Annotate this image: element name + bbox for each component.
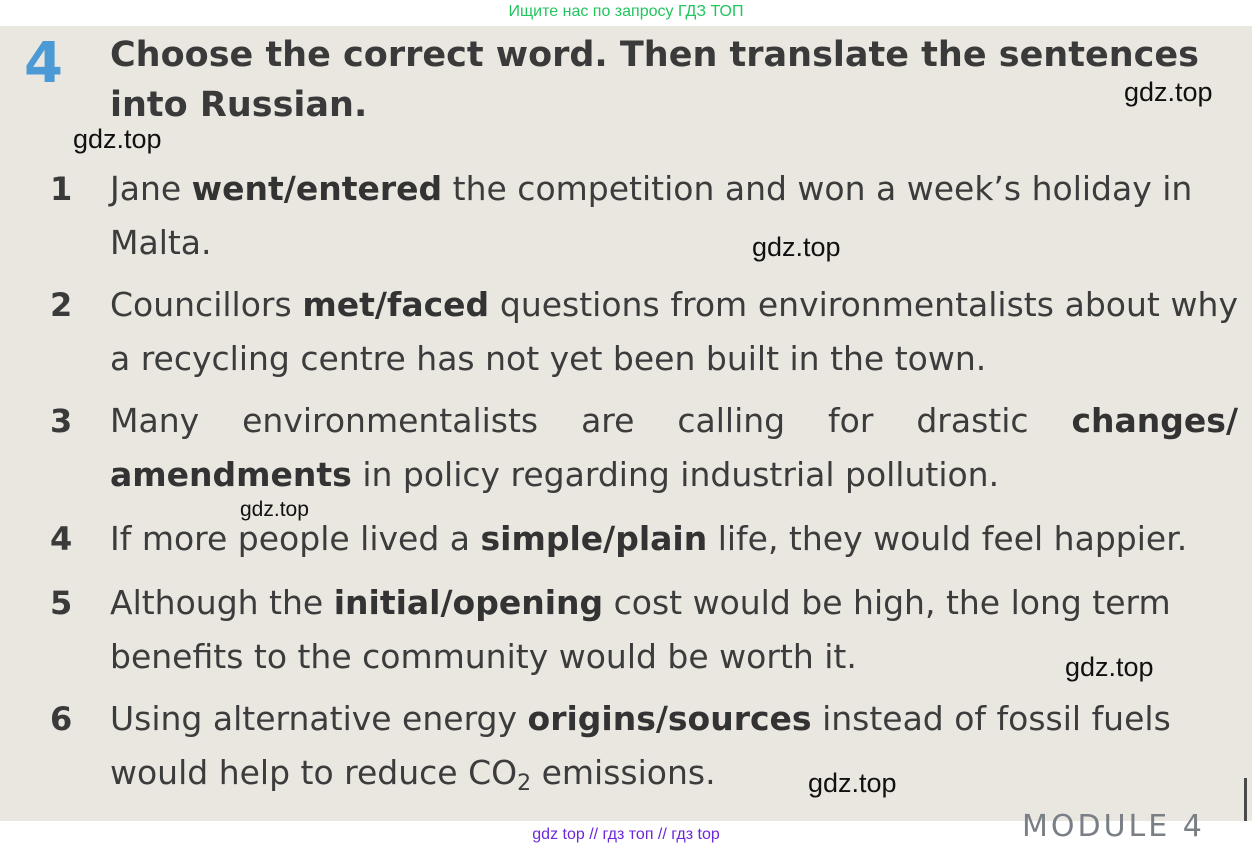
word-choice: initial/opening xyxy=(333,583,604,622)
sentence-text: Jane xyxy=(110,169,192,208)
sentence-text: Although the xyxy=(110,583,334,622)
word-choice: met/faced xyxy=(302,285,490,324)
item-number: 4 xyxy=(50,520,73,558)
sentence-text: instead of fossil fuels would help to reduce CO xyxy=(110,699,1171,792)
word-choice: went/entered xyxy=(191,169,443,208)
watermark: gdz.top xyxy=(1065,652,1154,682)
item-sentence xyxy=(110,692,1238,800)
sentence-text: If more people lived a xyxy=(110,519,481,558)
item-sentence xyxy=(110,278,1238,386)
watermark: gdz.top xyxy=(752,232,841,262)
sentence-text: emissions. xyxy=(531,753,716,792)
watermark: gdz.top xyxy=(1124,77,1213,107)
sentence-text: the competition and won a week’s holiday in Malta. xyxy=(110,169,1193,262)
word-choice: origins/sources xyxy=(527,699,812,738)
exercise-instruction: Choose the correct word. Then translate the sentences into Russian. xyxy=(110,35,1199,125)
sentence-text: questions from environmentalists about why a recycling centre has not yet been built in the town. xyxy=(110,285,1238,378)
module-divider xyxy=(1244,778,1247,821)
sentence-text: Many environmentalists are calling for drastic xyxy=(110,401,1072,440)
sentence-text: in policy regarding industrial pollution. xyxy=(351,455,1000,494)
word-choice: simple/plain xyxy=(480,519,708,558)
footer-watermark: gdz top // гдз топ // гдз top xyxy=(532,826,720,843)
watermark: gdz.top xyxy=(808,768,897,798)
watermark: gdz.top xyxy=(73,124,162,154)
item-number: 1 xyxy=(50,170,73,208)
sentence-text: life, they would feel happier. xyxy=(707,519,1188,558)
sentence-text: Using alternative energy xyxy=(110,699,528,738)
word-choice: changes/ amendments xyxy=(110,401,1238,494)
sentence-text: Councillors xyxy=(110,285,303,324)
watermark: gdz.top xyxy=(240,498,309,521)
sentence-text: cost would be high, the long term benefits to the community would be worth it. xyxy=(110,583,1171,676)
item-sentence xyxy=(110,162,1238,270)
item-number: 6 xyxy=(50,700,73,738)
item-number: 5 xyxy=(50,584,73,622)
subscript-2: 2 xyxy=(517,771,532,796)
item-number: 3 xyxy=(50,402,73,440)
top-banner: Ищите нас по запросу ГДЗ ТОП xyxy=(508,3,744,20)
exercise-number: 4 xyxy=(24,31,63,96)
module-label: MODULE 4 xyxy=(1022,809,1205,844)
item-number: 2 xyxy=(50,286,73,324)
item-sentence xyxy=(110,394,1238,502)
